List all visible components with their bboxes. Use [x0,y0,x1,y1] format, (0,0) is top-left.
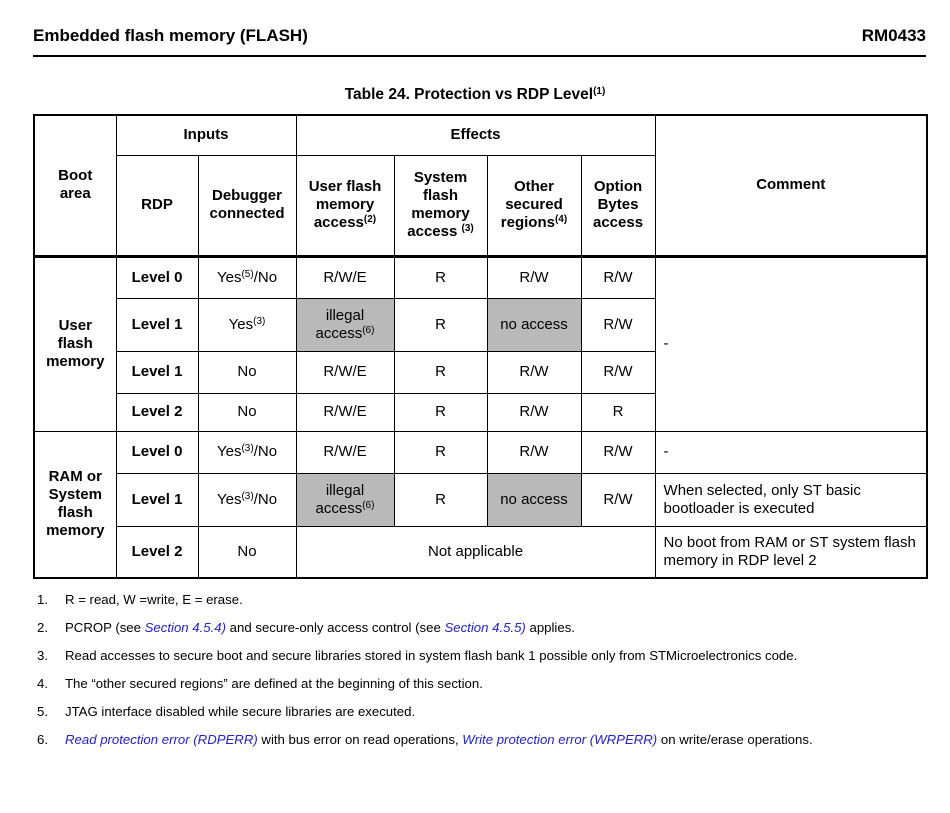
comment-cell: - [655,431,927,473]
table-cell: R [394,298,487,351]
table-cell: R/W [581,473,655,526]
table-cell: R [394,351,487,393]
comment-header: Comment [655,115,927,256]
table-cell: R/W/E [296,351,394,393]
cross-reference-link[interactable]: Section 4.5.5) [444,620,526,635]
table-cell: R [394,393,487,431]
table-cell: R [394,431,487,473]
table-cell: Yes$^{(3)}$ [198,298,296,351]
doc-code: RM0433 [861,26,926,45]
footnote-ref: (6) [362,324,375,336]
footnote-text: R = read, W =write, E = erase. [65,592,243,607]
page-header [33,26,926,46]
footnote-text: JTAG interface disabled while secure libraries are executed. [65,704,416,719]
table-cell: R/W/E [296,256,394,298]
effects-group-header: Effects [296,115,655,155]
footnote-ref: (3) [241,443,254,454]
footnote [37,703,926,720]
footnote-ref: (3) [461,223,474,234]
table-cell: R/W [487,431,581,473]
table-cell: no access [487,298,581,351]
table-cell: Level 1 [116,351,198,393]
table-cell: No [198,351,296,393]
table-body [34,256,927,578]
footnote-text: Read protection error (RDPERR) with bus error on read operations, Write protection error (WRPERR) on write/erase operations. [65,732,813,747]
cross-reference-link[interactable]: Read protection error (RDPERR) [65,732,258,747]
comment-cell: - [655,256,927,431]
boot-area-cell: User flash memory [34,256,116,431]
footnote [37,619,926,636]
section-title: Embedded flash memory (FLASH) [33,26,308,45]
table-cell: Yes$^{(3)}$/No [198,473,296,526]
debugger-connected-header: Debugger connected [198,155,296,256]
footnote-ref: (1) [593,86,606,97]
table-row [34,256,927,298]
table-cell: Level 1 [116,473,198,526]
footnote [37,675,926,692]
footnote [37,591,926,608]
footnote-ref: (3) [253,315,266,327]
footnote [37,647,926,664]
footnote-ref: (2) [363,214,377,225]
footnote-number: 2. [37,620,48,635]
comment-cell: When selected, only ST basic bootloader is executed [655,473,927,526]
system-flash-access-header: System flash memory access $^{(3)}$ [394,155,487,256]
table-cell: R/W [581,351,655,393]
cross-reference-link[interactable]: Section 4.5.4) [144,620,227,635]
footnotes-list [37,591,926,748]
footnote-ref: (4) [554,214,568,225]
footnote-text: Read accesses to secure boot and secure libraries stored in system flash bank 1 possible only from STMicroelectronics code. [65,648,798,663]
boot-area-header: Boot area [34,115,116,256]
table-cell: R/W [487,351,581,393]
table-cell: R/W/E [296,431,394,473]
option-bytes-access-header: Option Bytes access [581,155,655,256]
footnote-number: 4. [37,676,48,691]
table-row [34,473,927,526]
user-flash-access-header: User flash memory access$^{(2)}$ [296,155,394,256]
table-cell: No [198,393,296,431]
table-cell: Level 1 [116,298,198,351]
table-cell: R [394,256,487,298]
table-cell: illegal access$^{(6)}$ [296,473,394,526]
table-cell: R/W [487,256,581,298]
footnote-text: PCROP (see Section 4.5.4) and secure-only access control (see Section 4.5.5) applies. [65,620,575,635]
footnote-number: 6. [37,732,48,747]
protection-rdp-table [33,114,928,579]
table-cell: R [394,473,487,526]
header-rule [33,55,926,57]
footnote-ref: (3) [241,490,254,502]
not-applicable-cell: Not applicable [296,526,655,578]
table-cell: Level 0 [116,256,198,298]
table-cell: R/W [487,393,581,431]
table-cell: Yes$^{(3)}$/No [198,431,296,473]
cross-reference-link[interactable]: Write protection error (WRPERR) [462,732,658,747]
footnote [37,731,926,748]
footnote-number: 1. [37,592,48,607]
table-row [34,431,927,473]
table-cell: Yes$^{(5)}$/No [198,256,296,298]
table-cell: R [581,393,655,431]
rdp-header: RDP [116,155,198,256]
footnote-ref: (6) [362,499,375,511]
table-cell: Level 2 [116,526,198,578]
boot-area-cell: RAM or System flash memory [34,431,116,578]
comment-cell: No boot from RAM or ST system flash memory in RDP level 2 [655,526,927,578]
table-cell: Level 2 [116,393,198,431]
footnote-text: The “other secured regions” are defined at the beginning of this section. [65,676,483,691]
table-cell: R/W [581,431,655,473]
table-title: Table 24. Protection vs RDP Level$^{(1)}$ [344,86,606,103]
inputs-group-header: Inputs [116,115,296,155]
table-cell: illegal access$^{(6)}$ [296,298,394,351]
footnote-ref: (5) [241,268,254,280]
table-cell: R/W/E [296,393,394,431]
table-cell: R/W [581,298,655,351]
other-secured-regions-header: Other secured regions$^{(4)}$ [487,155,581,256]
table-row [34,526,927,578]
table-head [34,115,927,256]
footnote-number: 3. [37,648,48,663]
table-cell: No [198,526,296,578]
footnote-number: 5. [37,704,48,719]
table-cell: R/W [581,256,655,298]
table-cell: Level 0 [116,431,198,473]
table-cell: no access [487,473,581,526]
